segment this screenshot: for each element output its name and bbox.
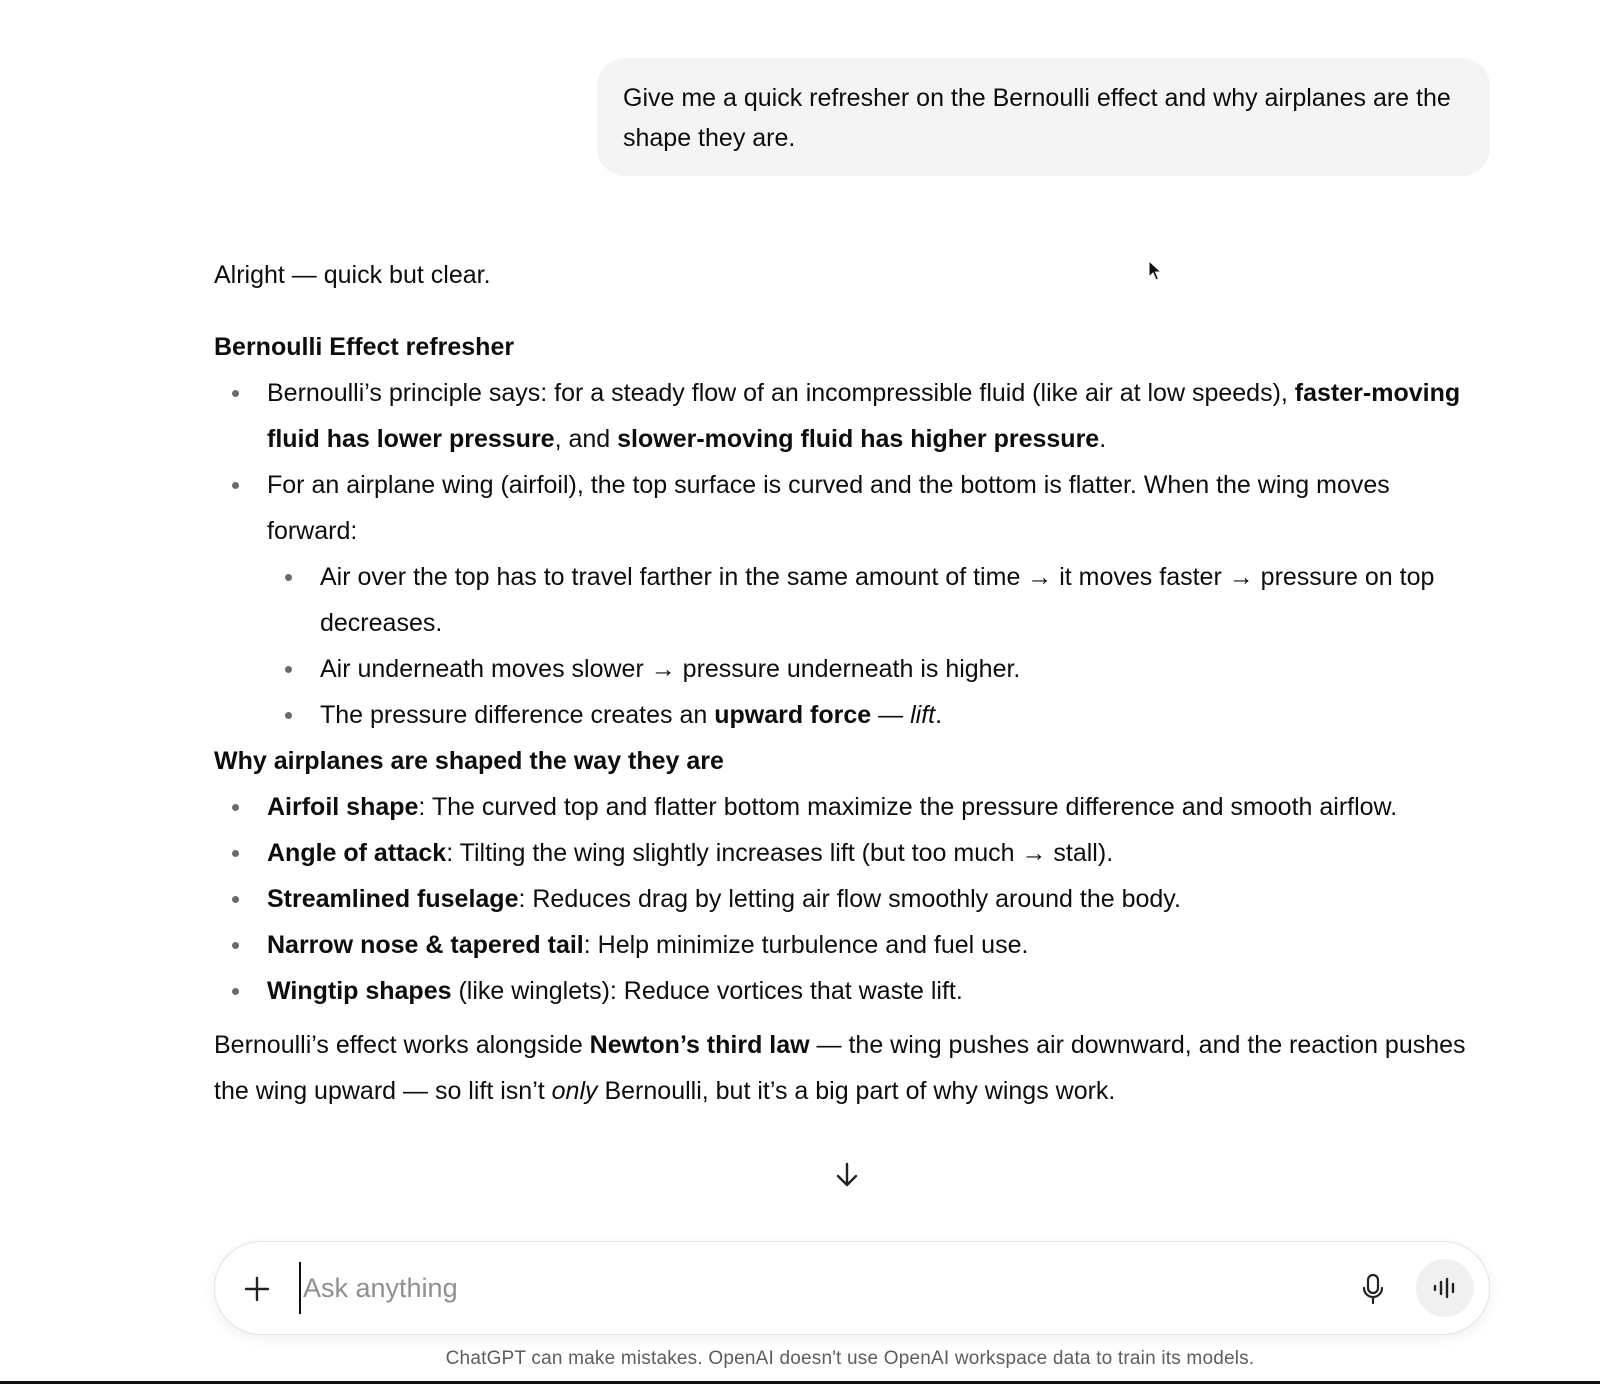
section-heading-bernoulli: Bernoulli Effect refresher bbox=[214, 333, 515, 361]
arrow-down-icon bbox=[834, 1161, 860, 1189]
disclaimer-text: ChatGPT can make mistakes. OpenAI doesn't use OpenAI workspace data to train its models. bbox=[445, 1348, 1255, 1369]
user-message-bubble bbox=[597, 58, 1490, 176]
user-message-text: Give me a quick refresher on the Bernoulli effect and why airplanes are the shape they are. bbox=[623, 84, 1451, 152]
bernoulli-bullet-list bbox=[214, 370, 1484, 738]
sub-list-item bbox=[267, 692, 1484, 738]
closing-text: Bernoulli’s effect works alongside bbox=[214, 1031, 590, 1059]
list-item bbox=[214, 922, 1484, 968]
sub-bullet-italic-text: lift bbox=[910, 701, 936, 729]
sub-bullet-text: . bbox=[935, 701, 943, 729]
assistant-message bbox=[214, 252, 1484, 1114]
closing-text: Bernoulli, but it’s a big part of why wings work. bbox=[597, 1077, 1116, 1105]
attach-button[interactable] bbox=[243, 1275, 271, 1303]
bullet-term: Angle of attack bbox=[267, 839, 447, 867]
response-closing bbox=[214, 1022, 1484, 1114]
section-heading-airplane-shape: Why airplanes are shaped the way they are bbox=[214, 747, 724, 775]
bullet-text: (like winglets): Reduce vortices that waste lift. bbox=[451, 977, 963, 1005]
list-item bbox=[214, 968, 1484, 1014]
bullet-bold-text: faster-moving fluid has lower pressure bbox=[267, 379, 1461, 453]
sub-bullet-text: — bbox=[871, 701, 911, 729]
voice-mode-icon bbox=[1431, 1276, 1459, 1300]
list-item bbox=[214, 830, 1484, 876]
scroll-to-bottom-button[interactable] bbox=[832, 1160, 862, 1190]
dictate-button[interactable] bbox=[1355, 1270, 1391, 1308]
sub-bullet-text: Air over the top has to travel farther in the same amount of time → it moves faster → pressure on top decreases. bbox=[320, 563, 1435, 637]
sub-list-item bbox=[267, 554, 1484, 646]
bullet-term: Streamlined fuselage bbox=[267, 885, 519, 913]
prompt-input[interactable] bbox=[299, 1262, 1303, 1314]
sub-bullet-text: Air underneath moves slower → pressure underneath is higher. bbox=[320, 655, 1021, 683]
closing-bold-text: Newton’s third law bbox=[589, 1031, 810, 1059]
list-item bbox=[214, 370, 1484, 462]
chat-composer bbox=[214, 1241, 1490, 1335]
closing-text: — the wing pushes air downward, and the reaction pushes the wing upward — so lift isn’t bbox=[214, 1031, 1466, 1105]
plus-icon bbox=[243, 1275, 271, 1303]
bullet-text: : The curved top and flatter bottom maximize the pressure difference and smooth airflow. bbox=[418, 793, 1398, 821]
voice-mode-button[interactable] bbox=[1416, 1259, 1474, 1317]
bullet-text: . bbox=[1099, 425, 1107, 453]
bullet-term: Narrow nose & tapered tail bbox=[267, 931, 584, 959]
bullet-text: Bernoulli’s principle says: for a steady flow of an incompressible fluid (like air at low speeds), bbox=[267, 379, 1295, 407]
sub-list-item bbox=[267, 646, 1484, 692]
bullet-text: For an airplane wing (airfoil), the top surface is curved and the bottom is flatter. When the wing moves forward: bbox=[267, 471, 1390, 545]
closing-italic-text: only bbox=[551, 1077, 598, 1105]
bullet-text: : Help minimize turbulence and fuel use. bbox=[583, 931, 1029, 959]
list-item bbox=[214, 784, 1484, 830]
bullet-term: Wingtip shapes bbox=[267, 977, 452, 1005]
list-item bbox=[214, 462, 1484, 738]
airfoil-sub-list bbox=[267, 554, 1484, 738]
sub-bullet-text: The pressure difference creates an bbox=[320, 701, 715, 729]
bullet-bold-text: slower-moving fluid has higher pressure bbox=[617, 425, 1100, 453]
microphone-icon bbox=[1361, 1273, 1385, 1305]
bullet-text: : Tilting the wing slightly increases lift (but too much → stall). bbox=[446, 839, 1114, 867]
sub-bullet-bold-text: upward force bbox=[714, 701, 872, 729]
bullet-term: Airfoil shape bbox=[267, 793, 419, 821]
airplane-shape-bullet-list bbox=[214, 784, 1484, 1014]
response-intro: Alright — quick but clear. bbox=[214, 261, 491, 289]
bullet-text: , and bbox=[554, 425, 618, 453]
bullet-text: : Reduces drag by letting air flow smoothly around the body. bbox=[518, 885, 1181, 913]
list-item bbox=[214, 876, 1484, 922]
